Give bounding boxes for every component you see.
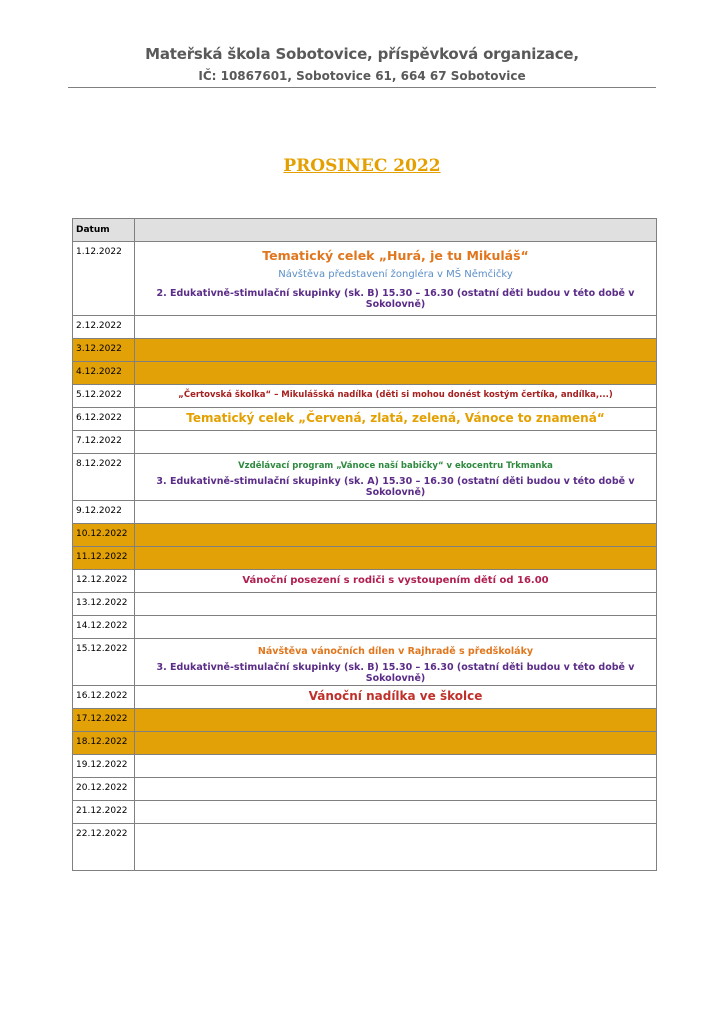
event-cell (135, 570, 657, 593)
date-cell: 21.12.2022 (73, 801, 135, 824)
date-cell: 22.12.2022 (73, 824, 135, 871)
event-cell (135, 824, 657, 871)
event-text: Tematický celek „Hurá, je tu Mikuláš“ (262, 248, 529, 263)
table-row (73, 501, 657, 524)
table-row (73, 385, 657, 408)
date-cell: 6.12.2022 (73, 408, 135, 431)
table-row (73, 778, 657, 801)
event-cell (135, 616, 657, 639)
weekend-row (73, 547, 657, 570)
table-row (73, 639, 657, 686)
weekend-row (73, 362, 657, 385)
date-cell: 5.12.2022 (73, 385, 135, 408)
weekend-row (73, 709, 657, 732)
event-text: Vánoční nadílka ve školce (308, 689, 483, 703)
date-cell: 13.12.2022 (73, 593, 135, 616)
organization-address: IČ: 10867601, Sobotovice 61, 664 67 Sobotovice (198, 69, 526, 83)
event-cell (135, 639, 657, 686)
date-column-header: Datum (73, 219, 135, 242)
date-cell: 11.12.2022 (73, 547, 135, 570)
event-cell (135, 593, 657, 616)
date-cell: 4.12.2022 (73, 362, 135, 385)
table-row (73, 824, 657, 871)
table-row (73, 454, 657, 501)
date-cell: 15.12.2022 (73, 639, 135, 686)
date-cell: 9.12.2022 (73, 501, 135, 524)
header-divider (68, 87, 656, 88)
event-text: 2. Edukativně-stimulační skupinky (sk. B) 15.30 – 16.30 (ostatní děti budou v této době v Sokolovně) (156, 288, 635, 310)
event-cell (135, 339, 657, 362)
date-cell: 17.12.2022 (73, 709, 135, 732)
event-cell (135, 431, 657, 454)
event-cell (135, 686, 657, 709)
table-row (73, 593, 657, 616)
month-title: PROSINEC 2022 (283, 156, 441, 176)
letterhead (68, 44, 656, 85)
date-cell: 8.12.2022 (73, 454, 135, 501)
table-header-row (73, 219, 657, 242)
date-cell: 3.12.2022 (73, 339, 135, 362)
date-cell: 19.12.2022 (73, 755, 135, 778)
event-cell (135, 778, 657, 801)
date-cell: 10.12.2022 (73, 524, 135, 547)
date-cell: 12.12.2022 (73, 570, 135, 593)
event-cell (135, 709, 657, 732)
date-cell: 2.12.2022 (73, 316, 135, 339)
event-cell (135, 755, 657, 778)
table-row (73, 570, 657, 593)
event-text: Návštěva představení žongléra v MŠ Němčičky (278, 269, 513, 280)
table-row (73, 408, 657, 431)
event-text: 3. Edukativně-stimulační skupinky (sk. A) 15.30 – 16.30 (ostatní děti budou v této době v Sokolovně) (156, 476, 635, 498)
event-text: 3. Edukativně-stimulační skupinky (sk. B) 15.30 – 16.30 (ostatní děti budou v této době v Sokolovně) (156, 662, 635, 684)
event-text: Vzdělávací program „Vánoce naší babičky“ v ekocentru Trkmanka (238, 461, 553, 471)
event-cell (135, 501, 657, 524)
table-row (73, 431, 657, 454)
table-row (73, 686, 657, 709)
date-cell: 16.12.2022 (73, 686, 135, 709)
event-text: Vánoční posezení s rodiči s vystoupením dětí od 16.00 (242, 575, 549, 586)
date-cell: 7.12.2022 (73, 431, 135, 454)
event-cell (135, 362, 657, 385)
table-row (73, 616, 657, 639)
event-cell (135, 408, 657, 431)
table-row (73, 801, 657, 824)
table-row (73, 755, 657, 778)
event-cell (135, 316, 657, 339)
organization-name: Mateřská škola Sobotovice, příspěvková organizace, (145, 45, 579, 63)
event-cell (135, 547, 657, 570)
calendar-table (72, 218, 657, 871)
event-text: Tematický celek „Červená, zlatá, zelená, Vánoce to znamená“ (186, 411, 605, 425)
date-cell: 1.12.2022 (73, 242, 135, 316)
table-row (73, 242, 657, 316)
weekend-row (73, 524, 657, 547)
event-cell (135, 524, 657, 547)
event-cell (135, 385, 657, 408)
event-cell (135, 801, 657, 824)
date-cell: 14.12.2022 (73, 616, 135, 639)
event-text: „Čertovská školka“ – Mikulášská nadílka (děti si mohou donést kostým čertíka, andílka,...) (178, 390, 613, 400)
weekend-row (73, 339, 657, 362)
weekend-row (73, 732, 657, 755)
event-cell (135, 242, 657, 316)
table-row (73, 316, 657, 339)
event-cell (135, 454, 657, 501)
event-text: Návštěva vánočních dílen v Rajhradě s předškoláky (257, 646, 534, 657)
date-cell: 20.12.2022 (73, 778, 135, 801)
date-cell: 18.12.2022 (73, 732, 135, 755)
event-cell (135, 732, 657, 755)
content-column-header (135, 219, 657, 242)
